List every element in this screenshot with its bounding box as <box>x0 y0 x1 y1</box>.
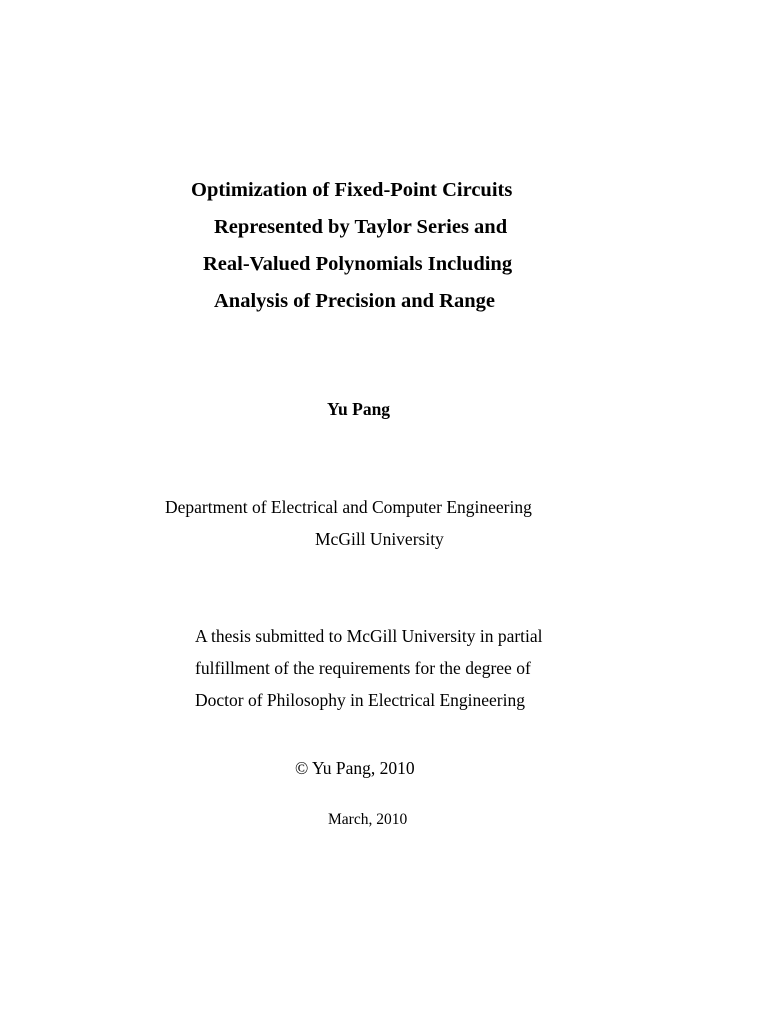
submission-date: March, 2010 <box>328 811 408 828</box>
thesis-statement-line-2: fulfillment of the requirements for the degree of <box>195 658 531 678</box>
thesis-title-line-4: Analysis of Precision and Range <box>214 290 495 312</box>
thesis-title-line-1: Optimization of Fixed-Point Circuits <box>191 179 513 201</box>
author-name: Yu Pang <box>327 399 391 419</box>
thesis-title-line-3: Real-Valued Polynomials Including <box>203 253 513 275</box>
thesis-statement-line-3: Doctor of Philosophy in Electrical Engineering <box>195 690 525 710</box>
thesis-title-line-2: Represented by Taylor Series and <box>214 216 508 238</box>
thesis-statement-line-1: A thesis submitted to McGill University in partial <box>195 626 543 646</box>
department-name: Department of Electrical and Computer Engineering <box>165 497 532 517</box>
university-name: McGill University <box>315 529 444 549</box>
copyright-notice: © Yu Pang, 2010 <box>295 758 415 778</box>
